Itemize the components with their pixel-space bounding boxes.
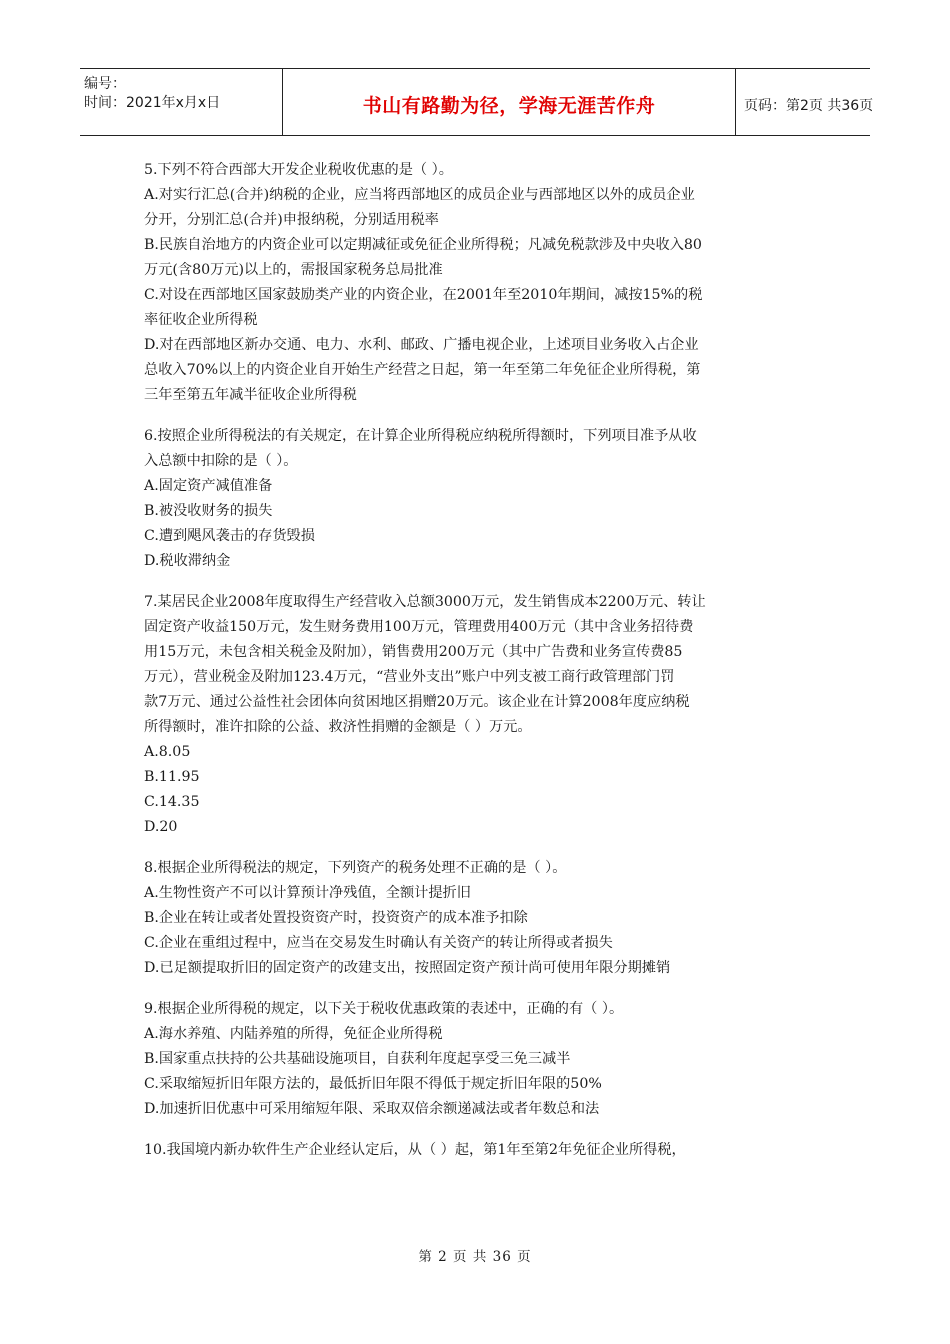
question-stem-line: 9.根据企业所得税的规定，以下关于税收优惠政策的表述中，正确的有（ ）。 [144,1001,624,1017]
question-list [144,158,806,1163]
document-code-label: 编号： [84,76,126,92]
question-text-line: B.被没收财务的损失 [144,503,273,519]
question-text-line: 分开，分别汇总(合并)申报纳税，分别适用税率 [144,212,439,228]
question-gap [144,1122,806,1138]
question-text-line: 入总额中扣除的是（ ）。 [144,453,298,469]
question-text-line: A.8.05 [144,744,191,760]
document-date: 时间：2021年x月x日 [84,95,221,111]
question-block [144,158,806,408]
question-text-line: 三年至第五年减半征收企业所得税 [144,387,357,403]
question-stem-line: 8.根据企业所得税法的规定，下列资产的税务处理不正确的是（ ）。 [144,860,567,876]
header-motto: 书山有路勤为径，学海无涯苦作舟 [362,95,656,117]
question-block [144,424,806,574]
question-block [144,590,806,840]
header-left-cell [80,69,282,135]
question-text-line: 用15万元，未包含相关税金及附加），销售费用200万元（其中广告费和业务宣传费85 [144,644,683,660]
question-text-line: A.生物性资产不可以计算预计净残值，全额计提折旧 [144,885,471,901]
header-page-info: 页码：第2页 共36页 [744,98,874,114]
question-gap [144,408,806,424]
question-text-line: B.企业在转让或者处置投资资产时，投资资产的成本准予扣除 [144,910,528,926]
question-text-line: B.11.95 [144,769,200,785]
question-text-line: B.国家重点扶持的公共基础设施项目，自获利年度起享受三免三减半 [144,1051,571,1067]
question-gap [144,574,806,590]
question-text-line: A.固定资产减值准备 [144,478,273,494]
header-motto-cell [282,69,736,135]
question-text-line: C.采取缩短折旧年限方法的，最低折旧年限不得低于规定折旧年限的50% [144,1076,602,1092]
question-stem-line: 7.某居民企业2008年度取得生产经营收入总额3000万元，发生销售成本2200万元、转让 [144,594,706,610]
page-header [80,68,874,136]
question-gap [144,981,806,997]
question-block [144,997,806,1122]
question-text-line: D.税收滞纳金 [144,553,231,569]
question-text-line: D.对在西部地区新办交通、电力、水利、邮政、广播电视企业，上述项目业务收入占企业 [144,337,699,353]
question-text-line: 万元(含80万元)以上的，需报国家税务总局批准 [144,262,443,278]
question-stem-line: 6.按照企业所得税法的有关规定，在计算企业所得税应纳税所得额时，下列项目准予从收 [144,428,697,444]
question-block [144,1138,806,1163]
question-text-line: D.20 [144,819,178,835]
question-text-line: 万元），营业税金及附加123.4万元，“营业外支出”账户中列支被工商行政管理部门罚 [144,669,675,685]
question-text-line: D.加速折旧优惠中可采用缩短年限、采取双倍余额递减法或者年数总和法 [144,1101,600,1117]
question-text-line: B.民族自治地方的内资企业可以定期减征或免征企业所得税；凡减免税款涉及中央收入80 [144,237,702,253]
header-right-cell [736,69,874,135]
question-text-line: 所得额时，准许扣除的公益、救济性捐赠的金额是（ ）万元。 [144,719,532,735]
question-text-line: 总收入70%以上的内资企业自开始生产经营之日起，第一年至第二年免征企业所得税，第 [144,362,701,378]
question-text-line: C.遭到飓风袭击的存货毁损 [144,528,315,544]
question-text-line: C.企业在重组过程中，应当在交易发生时确认有关资产的转让所得或者损失 [144,935,613,951]
question-text-line: A.对实行汇总(合并)纳税的企业，应当将西部地区的成员企业与西部地区以外的成员企业 [144,187,695,203]
question-stem-line: 10.我国境内新办软件生产企业经认定后，从（ ）起，第1年至第2年免征企业所得税， [144,1142,686,1158]
page-footer: 第 2 页 共 36 页 [418,1249,532,1265]
question-block [144,856,806,981]
question-gap [144,840,806,856]
question-text-line: C.对设在西部地区国家鼓励类产业的内资企业，在2001年至2010年期间，减按15%的税 [144,287,703,303]
question-text-line: 率征收企业所得税 [144,312,258,328]
question-text-line: 款7万元、通过公益性社会团体向贫困地区捐赠20万元。该企业在计算2008年度应纳税 [144,694,690,710]
question-text-line: 固定资产收益150万元，发生财务费用100万元，管理费用400万元（其中含业务招待费 [144,619,694,635]
question-text-line: A.海水养殖、内陆养殖的所得，免征企业所得税 [144,1026,443,1042]
question-text-line: D.已足额提取折旧的固定资产的改建支出，按照固定资产预计尚可使用年限分期摊销 [144,960,671,976]
question-stem-line: 5.下列不符合西部大开发企业税收优惠的是（ ）。 [144,162,453,178]
question-text-line: C.14.35 [144,794,200,810]
